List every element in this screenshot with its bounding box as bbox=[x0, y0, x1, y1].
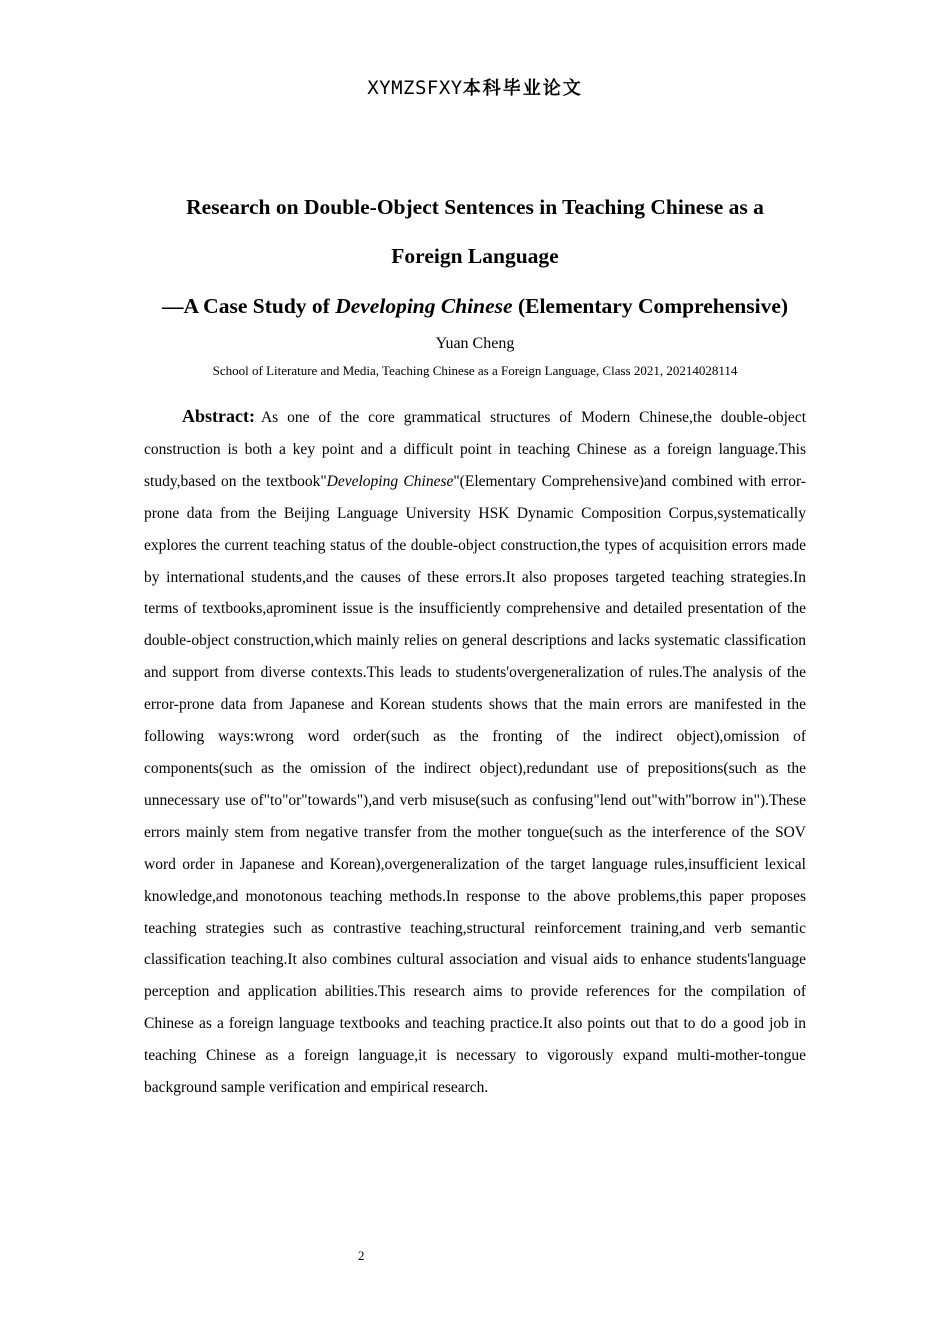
abstract-label: Abstract: bbox=[182, 406, 255, 426]
header-latin: XYMZSFXY bbox=[367, 77, 463, 99]
author-affiliation: School of Literature and Media, Teaching Chinese as a Foreign Language, Class 2021, 20214028114 bbox=[212, 363, 738, 378]
subtitle-prefix: —A Case Study of bbox=[161, 294, 336, 318]
abstract-paragraph bbox=[144, 401, 806, 1104]
subtitle-book-title: Developing Chinese bbox=[335, 294, 513, 318]
subtitle bbox=[110, 294, 840, 318]
title-line-1: Research on Double-Object Sentences in Teaching Chinese as a bbox=[186, 195, 764, 219]
author-name: Yuan Cheng bbox=[435, 335, 515, 352]
abstract-text-2: "(Elementary Comprehensive)and combined with error-prone data from the Beijing Language University HSK Dynamic Composition Corpus,systematically explores the current teaching status of the double-object construction,the types of acquisition errors made by international students,and the causes of these errors.It also proposes targeted teaching strategies.In terms of textbooks,aprominent issue is the insufficiently comprehensive and detailed presentation of the double-object construction,which mainly relies on general descriptions and lacks systematic classification and support from diverse contexts.This leads to students'overgeneralization of rules.The analysis of the error-prone data from Japanese and Korean students shows that the main errors are manifested in the following ways:wrong word order(such as the fronting of the indirect object),omission of components(such as the omission of the indirect object),redundant use of prepositions(such as the unnecessary use of"to"or"towards"),and verb misuse(such as confusing"lend out"with"borrow in").These errors mainly stem from negative transfer from the mother tongue(such as the interference of the SOV word order in Japanese and Korean),overgeneralization of the target language rules,insufficient lexical knowledge,and monotonous teaching methods.In response to the above problems,this paper proposes teaching strategies such as contrastive teaching,structural reinforcement training,and verb semantic classification teaching.It also combines cultural association and visual aids to enhance students'language perception and application abilities.This research aims to provide references for the compilation of Chinese as a foreign language textbooks and teaching practice.It also points out that to do a good job in teaching Chinese as a foreign language,it is necessary to vigorously expand multi-mother-tongue background sample verification and empirical research. bbox=[144, 472, 806, 1097]
page-number: 2 bbox=[358, 1248, 365, 1263]
abstract-text-1: As one of the core grammatical structures of Modern Chinese,the double-object construction is both a key point and a difficult point in teaching Chinese as a foreign language.This study,based on the textbook" bbox=[144, 409, 806, 490]
title-line-2: Foreign Language bbox=[391, 244, 559, 268]
subtitle-suffix: (Elementary Comprehensive) bbox=[512, 294, 789, 318]
abstract-italic-title: Developing Chinese bbox=[326, 472, 454, 490]
running-header bbox=[0, 74, 950, 100]
header-cjk: 本科毕业论文 bbox=[462, 78, 583, 99]
